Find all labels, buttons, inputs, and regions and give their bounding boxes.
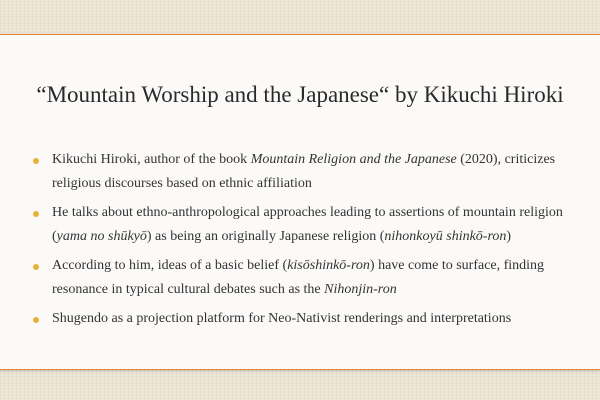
bullet-text-segment: ): [506, 229, 512, 244]
bullet-text-segment: ) have come to surface, finding resonance in typical cultural debates such as the: [52, 258, 545, 297]
bullet-item: [0, 307, 600, 331]
bottom-accent-rule: [0, 369, 600, 370]
bullet-text-segment: ) as being an originally Japanese religion (: [146, 229, 385, 244]
bullet-item: [0, 201, 600, 249]
bullet-text-segment: kisōshinkō-ron: [287, 258, 370, 273]
bullet-text-segment: Kikuchi Hiroki, author of the book: [52, 152, 251, 167]
bullet-dot-icon: [33, 317, 39, 323]
bullet-text-segment: nihonkoyū shinkō-ron: [384, 229, 507, 244]
bullet-item: [0, 254, 600, 302]
bullet-text-segment: According to him, ideas of a basic belief (: [52, 258, 288, 273]
bullet-text-segment: He talks about ethno-anthropological approaches leading to assertions of mountain religion (: [52, 205, 563, 244]
bullet-dot-icon: [33, 264, 39, 270]
slide: [0, 34, 600, 370]
bullet-text-segment: yama no shūkyō: [56, 229, 147, 244]
bullet-text-segment: Shugendo as a projection platform for Neo-Nativist renderings and interpretations: [52, 311, 512, 326]
bullet-dot-icon: [33, 211, 39, 217]
bullet-text-segment: Mountain Religion and the Japanese: [250, 152, 457, 167]
top-accent-rule: [0, 34, 600, 35]
bullet-dot-icon: [33, 158, 39, 164]
bullet-text-segment: (2020), criticizes religious discourses based on ethnic affiliation: [52, 152, 556, 191]
bullet-item: [0, 148, 600, 196]
slide-title: “Mountain Worship and the Japanese“ by Kikuchi Hiroki: [36, 82, 564, 107]
bullet-text-segment: Nihonjin-ron: [324, 282, 397, 297]
bullet-list: [0, 148, 600, 336]
